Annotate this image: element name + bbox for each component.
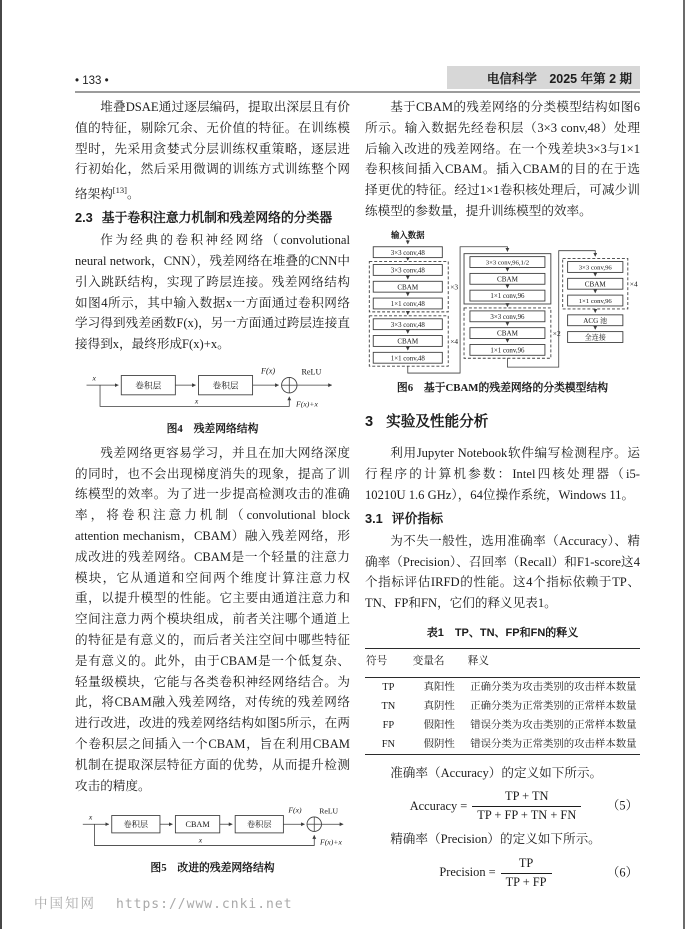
fraction-numerator: TP + TN — [505, 789, 549, 804]
cnki-watermark — [34, 892, 293, 912]
fig6-residual-group-a2 — [369, 316, 458, 366]
scan-edge-right — [683, 0, 685, 929]
fig6-a1-conv3-label: 3×3 conv,48 — [390, 267, 425, 275]
fig5-conv1-label: 卷积层 — [123, 820, 148, 830]
fig6-c-cbam-label: CBAM — [584, 280, 606, 289]
figure-5-diagram — [78, 803, 348, 857]
heading-3-1-title: 评价指标 — [391, 510, 443, 526]
fig4-relu-label: ReLU — [300, 367, 321, 377]
fig6-a2-cbam-label: CBAM — [397, 337, 419, 346]
fig4-skip-label: x — [194, 396, 198, 406]
equation-precision — [365, 856, 638, 890]
heading-3-title: 实验及性能分析 — [386, 413, 489, 430]
precision-intro: 精确率（Precision）的定义如下所示。 — [390, 832, 601, 847]
table-cell: 真阳性 — [423, 681, 455, 693]
fraction-denominator: TP + FP + TN + FN — [472, 806, 581, 824]
fig6-b2-multiplier: ×2 — [552, 328, 561, 338]
fig6-a2-conv3-label: 3×3 conv,48 — [390, 321, 425, 329]
table-header-variable: 变量名 — [412, 648, 467, 677]
fraction-denominator: TP + FP — [501, 873, 552, 891]
table-cell: FP — [382, 719, 395, 731]
accuracy-intro: 准确率（Accuracy）的定义如下所示。 — [390, 765, 603, 780]
fig6-fc-block — [568, 331, 623, 342]
heading-3-1 — [365, 508, 640, 529]
fig6-a1-multiplier: ×3 — [450, 282, 459, 292]
fraction-numerator: TP — [518, 856, 534, 871]
fig6-residual-group-b2 — [464, 308, 561, 358]
fig5-sum-output-label: F(x)+x — [319, 837, 342, 847]
fig5-sum-node-icon — [307, 817, 321, 831]
fig5-conv-block-1 — [111, 816, 159, 833]
figure-4 — [75, 362, 350, 440]
fig4-conv-block-2 — [198, 375, 252, 394]
table-cell: TP — [382, 681, 395, 693]
fig4-fx-label: F(x) — [260, 366, 275, 376]
figure-6-caption: 图6 基于CBAM的残差网络的分类模型结构 — [396, 381, 609, 394]
paragraph-cbam: 残差网络更容易学习，并且在加大网络深度的同时，也不会出现梯度消失的现象，提高了训练模型的效率。为了进一步提高检测攻击的准确率，将卷积注意力机制（convolutional block attention mechanism，CBAM）融入残差网络，形成改进的残差网络。CBAM是一个轻量的注意力模块，它从通道和空间两个维度计算注意力权重，以提升模型的性能。它主要由通道注意力和空间注意力两个模块组成，前者关注哪个通道上的特征是有意义的，而后者关注空间中哪些特征是有意义的。此外，由于CBAM是一个低复杂、轻量级模块，它能与各类卷积神经网络结合。为此，将CBAM融入残差网络，对传统的残差网络进行改进，改进的残差网络结构如图5所示，在两个卷积层之间插入一个CBAM，旨在利用CBAM机制在提取深层特征方面的优势，从而提升检测攻击的精度。 — [75, 445, 350, 793]
journal-title: 电信科学 2025 年第 2 期 — [447, 66, 640, 89]
heading-2-3-title: 基于卷积注意力机制和残差网络的分类器 — [101, 210, 333, 226]
fig6-pool-block — [568, 315, 623, 326]
equation-precision-lhs: Precision = — [439, 865, 496, 880]
equation-accuracy-fraction — [472, 789, 581, 823]
figure-5 — [75, 803, 350, 879]
table-header-row — [365, 648, 640, 677]
fig5-conv-block-2 — [235, 816, 283, 833]
cnki-site-name: 中国知网 — [34, 896, 96, 911]
page-number: • 133 • — [75, 75, 109, 87]
equation-accuracy — [365, 789, 638, 823]
table-cell: 假阳性 — [423, 719, 455, 731]
fig6-downsample-group-b1 — [464, 253, 551, 303]
page-body — [75, 97, 640, 896]
fig6-b1-conv3-label: 3×3 conv,96,1/2 — [485, 259, 530, 267]
table-cell: 假阴性 — [423, 738, 455, 750]
fig4-sum-output-label: F(x)+x — [295, 399, 318, 409]
fig6-pool-label: ACG 池 — [583, 316, 608, 325]
cnki-url: https://www.cnki.net — [116, 897, 293, 912]
table-row — [365, 716, 640, 735]
fig6-c-multiplier: ×4 — [629, 279, 638, 289]
fig6-b2-conv3-label: 3×3 conv,96 — [490, 313, 525, 321]
fig5-skip-label: x — [198, 835, 202, 845]
table-row — [365, 735, 640, 755]
figure-6-diagram — [365, 229, 640, 377]
fig6-residual-group-c — [563, 258, 638, 308]
equation-accuracy-lhs: Accuracy = — [409, 798, 468, 813]
table-cell: 错误分类为正常类别的攻击样本数量 — [470, 738, 637, 750]
fig6-stem-conv-block — [373, 247, 442, 258]
fig6-b1-conv1-label: 1×1 conv,96 — [490, 293, 525, 301]
table-header-symbol: 符号 — [365, 648, 412, 677]
left-column — [75, 97, 350, 896]
equation-number-6: （6） — [607, 865, 638, 880]
fig6-input-data-label: 输入数据 — [391, 230, 425, 240]
table-cell: 正确分类为攻击类别的攻击样本数量 — [470, 681, 637, 693]
fig6-c-conv3-label: 3×3 conv,96 — [578, 264, 612, 272]
fig4-sum-node-icon — [281, 377, 296, 392]
table-cell: 正确分类为正常类别的正常样本数量 — [470, 700, 637, 712]
table-cell: TN — [381, 700, 396, 712]
heading-2-3 — [75, 207, 350, 228]
fig6-residual-group-a1 — [369, 261, 458, 311]
figure-4-caption: 图4 残差网络结构 — [166, 422, 259, 435]
paragraph-resnet: 作为经典的卷积神经网络（convolutional neural network，CNN），残差网络在堆叠的CNN中引入跳跃结构，实现了跨层连接。残差网络结构如图4所示，其中输入数据x一方面通过卷积网络学习得到残差函数F(x)，另一方面通过跨层连接直接得到x，最终形成F(x)+x。 — [75, 233, 350, 352]
page-header — [75, 66, 640, 93]
fig6-a2-multiplier: ×4 — [450, 336, 459, 346]
heading-3-1-number: 3.1 — [365, 510, 383, 526]
equation-precision-fraction — [501, 856, 552, 890]
fig6-b1-cbam-label: CBAM — [496, 275, 518, 284]
heading-3-number: 3 — [365, 413, 374, 430]
fig6-fc-label: 全连接 — [584, 333, 606, 342]
right-column — [365, 97, 640, 896]
paragraph-fig6-intro: 基于CBAM的残差网络的分类模型结构如图6所示。输入数据先经卷积层（3×3 conv,48）处理后输入改进的残差网络。在一个残差块3×3与1×1卷积核间插入CBAM。插入CBAM的目的在于选择更优的特征。经过1×1卷积核处理后，可减少训练模型的参数量，提升训练模型的效率。 — [365, 100, 640, 218]
fig4-conv-block-1 — [121, 375, 175, 394]
fig6-stem-label: 3×3 conv,48 — [390, 249, 425, 257]
table-cell: FN — [381, 738, 396, 750]
fig5-conv2-label: 卷积层 — [246, 820, 272, 830]
fig4-input-label: x — [92, 373, 96, 383]
table-1 — [365, 648, 640, 755]
paragraph-dsae-text: 堆叠DSAE通过逐层编码，提取出深层且有价值的特征，剔除冗余、无价值的特征。在训练模型时，先采用贪婪式分层训练权重策略，逐层进行初始化，然后采用微调的训练方式训练整个网络架构 — [75, 100, 350, 202]
fig6-a1-cbam-label: CBAM — [397, 283, 419, 292]
fig6-b2-cbam-label: CBAM — [496, 329, 518, 338]
figure-5-caption: 图5 改进的残差网络结构 — [150, 862, 275, 875]
citation-ref-13: [13] — [112, 185, 127, 196]
table-row — [365, 697, 640, 716]
fig6-b2-conv1-label: 1×1 conv,96 — [490, 347, 525, 355]
fig6-a2-conv1-label: 1×1 conv,48 — [390, 355, 425, 363]
scan-edge-left — [0, 0, 2, 929]
table-cell: 错误分类为攻击类别的正常样本数量 — [470, 719, 637, 731]
heading-3 — [365, 412, 640, 433]
table-cell: 真阴性 — [423, 700, 455, 712]
paragraph-dsae-end: 。 — [126, 187, 140, 202]
heading-2-3-number: 2.3 — [75, 210, 93, 226]
fig5-cbam-block — [175, 816, 219, 833]
equation-number-5: （5） — [607, 798, 638, 813]
table-row — [365, 677, 640, 697]
fig5-relu-label: ReLU — [318, 806, 338, 816]
figure-6 — [365, 229, 640, 399]
paragraph-dsae — [75, 97, 350, 205]
fig5-cbam-label: CBAM — [185, 820, 210, 830]
figure-4-diagram — [78, 362, 348, 418]
fig6-a1-conv1-label: 1×1 conv,48 — [390, 300, 425, 308]
fig4-conv1-label: 卷积层 — [134, 380, 161, 391]
table-1-caption: 表1 TP、TN、FP和FN的释义 — [426, 626, 579, 639]
fig4-conv2-label: 卷积层 — [212, 380, 239, 391]
fig5-fx-label: F(x) — [287, 805, 302, 815]
paragraph-environment: 利用Jupyter Notebook软件编写检测程序。运行程序的计算机参数：Intel四核处理器（i5-10210U 1.6 GHz），64位操作系统，Windows 11。 — [365, 446, 640, 502]
fig5-input-label: x — [88, 812, 92, 822]
paragraph-metrics: 为不失一般性，选用准确率（Accuracy）、精确率（Precision）、召回率（Recall）和F1-score这4个指标评估IRFD的性能。这4个指标依赖于TP、TN、FP和FN，它们的释义见表1。 — [365, 533, 640, 611]
fig6-c-conv1-label: 1×1 conv,96 — [578, 297, 612, 305]
table-header-meaning: 释义 — [467, 648, 640, 677]
